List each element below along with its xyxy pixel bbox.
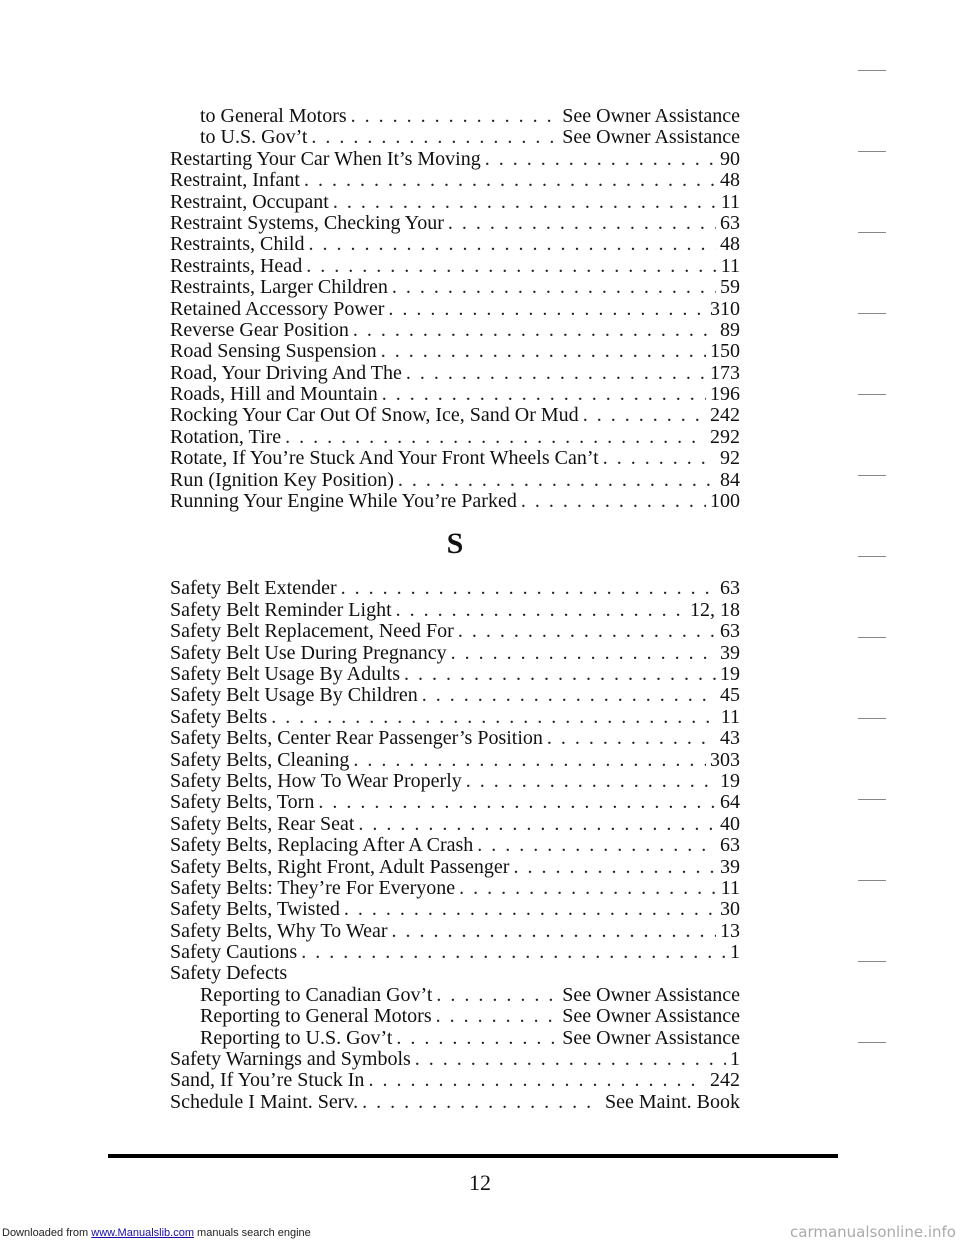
dot-leader — [485, 149, 716, 170]
manualslib-link[interactable]: www.Manualslib.com — [91, 1227, 194, 1239]
index-entry-label: Rotate, If You’re Stuck And Your Front Wheels Can’t — [170, 447, 599, 470]
index-entry-label: Reporting to U.S. Gov’t — [200, 1026, 393, 1049]
dot-leader — [396, 1028, 558, 1049]
index-entry — [170, 470, 740, 491]
index-entry — [170, 299, 740, 320]
index-entry-label: Running Your Engine While You’re Parked — [170, 490, 517, 513]
index-group-s — [170, 578, 740, 1113]
index-entry-page-ref: 11 — [720, 876, 740, 899]
index-entry — [170, 491, 740, 512]
dot-leader — [398, 470, 716, 491]
dot-leader — [358, 814, 716, 835]
index-entry — [170, 1006, 740, 1027]
index-entry-label: Safety Belts, Cleaning — [170, 748, 350, 771]
index-entry-page-ref: 45 — [720, 684, 740, 707]
index-entry-page-ref: 59 — [720, 276, 740, 299]
dot-leader — [436, 985, 558, 1006]
dot-leader — [392, 921, 716, 942]
index-entry-label: Safety Belt Extender — [170, 577, 337, 600]
index-entry-label: Safety Belts: They’re For Everyone — [170, 876, 456, 899]
index-entry — [170, 621, 740, 642]
index-entry — [170, 1028, 740, 1049]
dot-leader — [381, 341, 706, 362]
dot-leader — [477, 835, 716, 856]
dot-leader — [388, 299, 706, 320]
index-entry-page-ref: 1 — [730, 941, 740, 964]
footer-rule — [108, 1154, 838, 1158]
index-entry-label: Restraint, Occupant — [170, 190, 329, 213]
index-entry — [170, 835, 740, 856]
dot-leader — [392, 277, 716, 298]
index-entry — [170, 277, 740, 298]
index-entry-label: Retained Accessory Power — [170, 297, 385, 320]
page-edge-marks — [858, 70, 898, 1123]
index-entry — [170, 578, 740, 599]
index-entry-page-ref: 11 — [720, 705, 740, 728]
index-entry-label: to General Motors — [200, 105, 347, 127]
index-entry-page-ref: 30 — [720, 898, 740, 921]
index-entry-label: Rocking Your Car Out Of Snow, Ice, Sand Or Mud — [170, 404, 579, 427]
index-entry-label: Rotation, Tire — [170, 425, 282, 448]
dot-leader — [521, 491, 706, 512]
index-entry-page-ref: 39 — [720, 641, 740, 664]
dot-leader — [306, 256, 717, 277]
index-entry — [170, 942, 740, 963]
index-entry-page-ref: 1 — [730, 1048, 740, 1071]
index-entry-page-ref: 242 — [710, 404, 740, 427]
index-entry-page-ref: 43 — [720, 727, 740, 750]
index-entry — [170, 792, 740, 813]
index-entry-page-ref: 63 — [720, 620, 740, 643]
index-entry — [170, 985, 740, 1006]
dot-leader — [333, 192, 717, 213]
index-entry-label: Safety Belts, Why To Wear — [170, 919, 388, 942]
dot-leader — [308, 234, 716, 255]
index-entry-page-ref: 11 — [720, 190, 740, 213]
index-entry-page-ref: 63 — [720, 211, 740, 234]
index-entry-label: Schedule I Maint. Serv. — [170, 1090, 359, 1113]
dot-leader — [459, 878, 717, 899]
dot-leader — [271, 707, 717, 728]
index-entry — [170, 771, 740, 792]
index-entry-label: Safety Belts — [170, 705, 268, 728]
dot-leader — [301, 942, 726, 963]
index-entry-page-ref: 40 — [720, 812, 740, 835]
index-entry — [170, 192, 740, 213]
download-footer — [0, 1223, 960, 1242]
index-entry — [170, 750, 740, 771]
index-entry-page-ref: 196 — [710, 383, 740, 406]
index-entry — [170, 405, 740, 426]
watermark: carmanualsonline.info — [790, 1223, 956, 1241]
index-entry — [170, 963, 740, 984]
index-entry — [170, 363, 740, 384]
index-entry — [170, 213, 740, 234]
index-entry-label: Safety Belts, Right Front, Adult Passenger — [170, 855, 510, 878]
index-entry-page-ref: 64 — [720, 791, 740, 814]
index-entry — [170, 814, 740, 835]
index-entry-label: Restraints, Larger Children — [170, 276, 388, 299]
index-entry-label: Restarting Your Car When It’s Moving — [170, 147, 481, 170]
index-entry-label: Sand, If You’re Stuck In — [170, 1069, 365, 1092]
dot-leader — [382, 384, 706, 405]
index-entry — [170, 728, 740, 749]
index-entry — [170, 707, 740, 728]
index-entry — [170, 127, 740, 148]
index-entry — [170, 921, 740, 942]
dot-leader — [396, 600, 686, 621]
index-entry-page-ref: See Owner Assistance — [562, 983, 740, 1006]
index-entry — [170, 106, 740, 127]
dot-leader — [344, 899, 716, 920]
index-entry-page-ref: 12, 18 — [690, 598, 740, 621]
index-entry-page-ref: 150 — [710, 340, 740, 363]
index-entry — [170, 427, 740, 448]
index-entry-label: Restraint, Infant — [170, 169, 300, 192]
index-entry-page-ref: 11 — [720, 254, 740, 277]
index-entry-label: Reporting to Canadian Gov’t — [200, 983, 433, 1006]
index-entry-page-ref: 100 — [710, 490, 740, 513]
index-entry — [170, 600, 740, 621]
index-entry — [170, 234, 740, 255]
index-entry-label: Road Sensing Suspension — [170, 340, 377, 363]
index-entry — [170, 341, 740, 362]
index-entry-page-ref: 90 — [720, 147, 740, 170]
index-entry-label: Roads, Hill and Mountain — [170, 383, 378, 406]
index-entry — [170, 170, 740, 191]
dot-leader — [448, 213, 716, 234]
index-entry-page-ref: See Owner Assistance — [562, 126, 740, 149]
dot-leader — [311, 127, 558, 148]
dot-leader — [362, 1092, 601, 1113]
index-entry-label: Safety Belts, Twisted — [170, 898, 340, 921]
index-entry — [170, 685, 740, 706]
index-entry-label: to U.S. Gov’t — [200, 126, 308, 149]
index-entry-page-ref: 92 — [720, 447, 740, 470]
index-entry-label: Road, Your Driving And The — [170, 361, 402, 384]
index-entry-label: Safety Belt Use During Pregnancy — [170, 641, 447, 664]
dot-leader — [466, 771, 716, 792]
index-entry-page-ref: 84 — [720, 468, 740, 491]
index-entry — [170, 857, 740, 878]
index-entry-page-ref: 89 — [720, 318, 740, 341]
index-entry-label: Safety Belts, Replacing After A Crash — [170, 834, 474, 857]
index-entry-label: Safety Belt Usage By Adults — [170, 662, 400, 685]
index-entry-page-ref: See Maint. Book — [605, 1090, 740, 1113]
dot-leader — [353, 320, 716, 341]
dot-leader — [341, 578, 716, 599]
index-entry-label: Safety Belt Reminder Light — [170, 598, 392, 621]
index-entry-label: Safety Cautions — [170, 941, 298, 964]
dot-leader — [351, 106, 559, 127]
index-entry-label: Safety Belt Usage By Children — [170, 684, 418, 707]
dot-leader — [458, 621, 716, 642]
index-entry-label: Reporting to General Motors — [200, 1005, 432, 1028]
dot-leader — [547, 728, 716, 749]
index-entry-page-ref: 48 — [720, 169, 740, 192]
index-entry — [170, 899, 740, 920]
section-heading: S — [446, 527, 464, 561]
dot-leader — [304, 170, 716, 191]
index-entry-page-ref: 39 — [720, 855, 740, 878]
dot-leader — [353, 750, 706, 771]
dot-leader — [451, 643, 716, 664]
index-entry-page-ref: 19 — [720, 769, 740, 792]
index-entry-page-ref: 19 — [720, 662, 740, 685]
index-entry — [170, 1070, 740, 1091]
index-entry — [170, 664, 740, 685]
dot-leader — [368, 1070, 706, 1091]
dot-leader — [422, 685, 716, 706]
dot-leader — [415, 1049, 726, 1070]
index-entry-page-ref: 242 — [710, 1069, 740, 1092]
index-entry-page-ref: 63 — [720, 834, 740, 857]
dot-leader — [406, 363, 706, 384]
index-entry-page-ref: 173 — [710, 361, 740, 384]
index-entry-label: Safety Defects — [170, 962, 288, 985]
index-entry-label: Safety Belts, Center Rear Passenger’s Position — [170, 727, 543, 750]
index-entry-page-ref: See Owner Assistance — [562, 1005, 740, 1028]
index-entry-page-ref: 63 — [720, 577, 740, 600]
index-entry-label: Safety Belts, Rear Seat — [170, 812, 355, 835]
index-entry — [170, 320, 740, 341]
index-entry-label: Restraints, Head — [170, 254, 303, 277]
index-entry-label: Restraints, Child — [170, 233, 305, 256]
index-entry-page-ref: 310 — [710, 297, 740, 320]
dot-leader — [318, 792, 716, 813]
index-list — [170, 106, 740, 1113]
page-number: 12 — [469, 1170, 491, 1195]
index-entry — [170, 384, 740, 405]
index-entry-page-ref: 303 — [710, 748, 740, 771]
index-entry — [170, 448, 740, 469]
dot-leader — [583, 405, 706, 426]
index-entry-page-ref: 13 — [720, 919, 740, 942]
index-entry — [170, 256, 740, 277]
index-entry-label: Safety Belt Replacement, Need For — [170, 620, 454, 643]
dot-leader — [436, 1006, 559, 1027]
dot-leader — [513, 857, 716, 878]
dot-leader — [404, 664, 716, 685]
index-entry-page-ref: 292 — [710, 425, 740, 448]
index-entry-page-ref: See Owner Assistance — [562, 105, 740, 127]
index-entry — [170, 1049, 740, 1070]
dot-leader — [285, 427, 706, 448]
index-entry-label: Reverse Gear Position — [170, 318, 349, 341]
index-entry — [170, 1092, 740, 1113]
index-entry-label: Safety Belts, Torn — [170, 791, 315, 814]
dot-leader — [603, 448, 716, 469]
index-entry-page-ref: See Owner Assistance — [562, 1026, 740, 1049]
index-entry — [170, 878, 740, 899]
index-entry-label: Safety Belts, How To Wear Properly — [170, 769, 462, 792]
index-entry — [170, 149, 740, 170]
index-entry-page-ref: 48 — [720, 233, 740, 256]
index-entry-label: Run (Ignition Key Position) — [170, 468, 394, 491]
footer-text: Downloaded from www.Manualslib.com manuals search engine — [2, 1227, 311, 1239]
index-entry-label: Safety Warnings and Symbols — [170, 1048, 411, 1071]
index-entry-label: Restraint Systems, Checking Your — [170, 211, 444, 234]
index-entry — [170, 643, 740, 664]
index-group-r — [170, 106, 740, 512]
